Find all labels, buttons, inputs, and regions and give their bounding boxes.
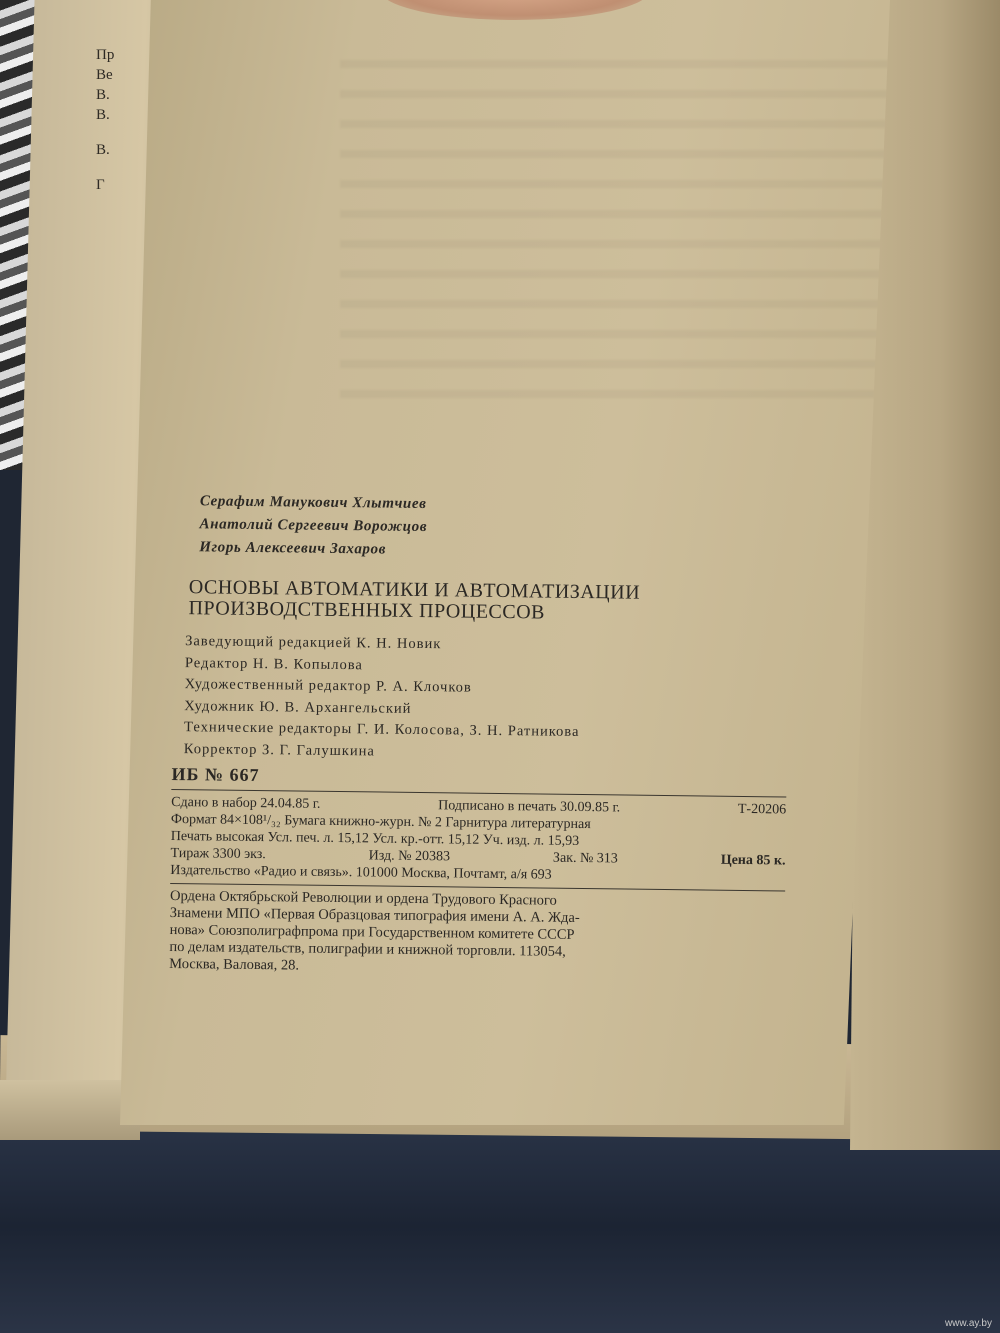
staff-line: Заведующий редакцией К. Н. Новик xyxy=(185,633,442,653)
editorial-staff xyxy=(184,631,789,767)
pub-cell: Т-20206 xyxy=(737,801,787,818)
staff-line: Художественный редактор Р. А. Клочков xyxy=(184,676,472,696)
printer-line: Знамени МПО «Первая Образцовая типография имени А. А. Жда- xyxy=(169,904,580,926)
staff-line: Художник Ю. В. Архангельский xyxy=(184,697,412,717)
staff-line: Редактор Н. В. Копылова xyxy=(184,654,363,673)
pub-cell: Тираж 3300 экз. xyxy=(170,845,266,863)
title-line: ПРОИЗВОДСТВЕННЫХ ПРОЦЕССОВ xyxy=(188,597,546,624)
left-fragment: Г xyxy=(96,177,105,193)
bleed-through-text xyxy=(340,60,900,420)
printer-line: по делам издательств, полиграфии и книжной торговли. 113054, xyxy=(169,938,566,960)
printer-line: Москва, Валовая, 28. xyxy=(169,955,300,974)
book-title xyxy=(188,577,788,626)
left-fragment: Ве xyxy=(96,67,113,83)
pub-cell: Изд. № 20383 xyxy=(368,848,451,865)
ib-number: ИБ № 667 xyxy=(171,763,260,786)
title-line: ОСНОВЫ АВТОМАТИКИ И АВТОМАТИЗАЦИИ xyxy=(188,576,641,604)
left-fragment: В. xyxy=(96,107,110,123)
pub-cell: Формат 84×108¹/₃₂ Бумага книжно-журн. № 2 Гарнитура литературная xyxy=(170,811,591,833)
left-page-text xyxy=(96,40,114,200)
left-page-edge xyxy=(0,1080,140,1140)
left-fragment: В. xyxy=(96,87,110,103)
pub-cell: Издательство «Радио и связь». 101000 Москва, Почтамт, а/я 693 xyxy=(170,862,552,883)
authors xyxy=(199,490,790,566)
pub-cell: Сдано в набор 24.04.85 г. xyxy=(171,794,321,812)
pub-cell: Зак. № 313 xyxy=(552,850,618,867)
left-fragment: В. xyxy=(96,142,110,158)
author-name: Анатолий Сергеевич Ворожцов xyxy=(199,516,428,536)
publication-details xyxy=(170,794,786,887)
pub-cell: Подписано в печать 30.09.85 г. xyxy=(438,798,621,816)
printer-info xyxy=(169,888,785,981)
pub-cell: Цена 85 к. xyxy=(720,852,786,869)
left-fragment: Пр xyxy=(96,47,115,63)
author-name: Игорь Алексеевич Захаров xyxy=(199,539,387,558)
pub-cell: Печать высокая Усл. печ. л. 15,12 Усл. кр.-отт. 15,12 Уч. изд. л. 15,93 xyxy=(170,828,580,849)
staff-line: Корректор З. Г. Галушкина xyxy=(183,740,375,759)
author-name: Серафим Манукович Хлытчиев xyxy=(199,493,427,513)
watermark: www.ay.by xyxy=(944,1318,992,1329)
printer-line: нова» Союзполиграфпрома при Государственном комитете СССР xyxy=(169,921,575,943)
staff-line: Технические редакторы Г. И. Колосова, З. Н. Ратникова xyxy=(184,719,580,740)
printer-line: Ордена Октябрьской Революции и ордена Трудового Красного xyxy=(169,887,557,909)
tablecloth xyxy=(0,1120,1000,1333)
imprint-block xyxy=(169,490,790,980)
